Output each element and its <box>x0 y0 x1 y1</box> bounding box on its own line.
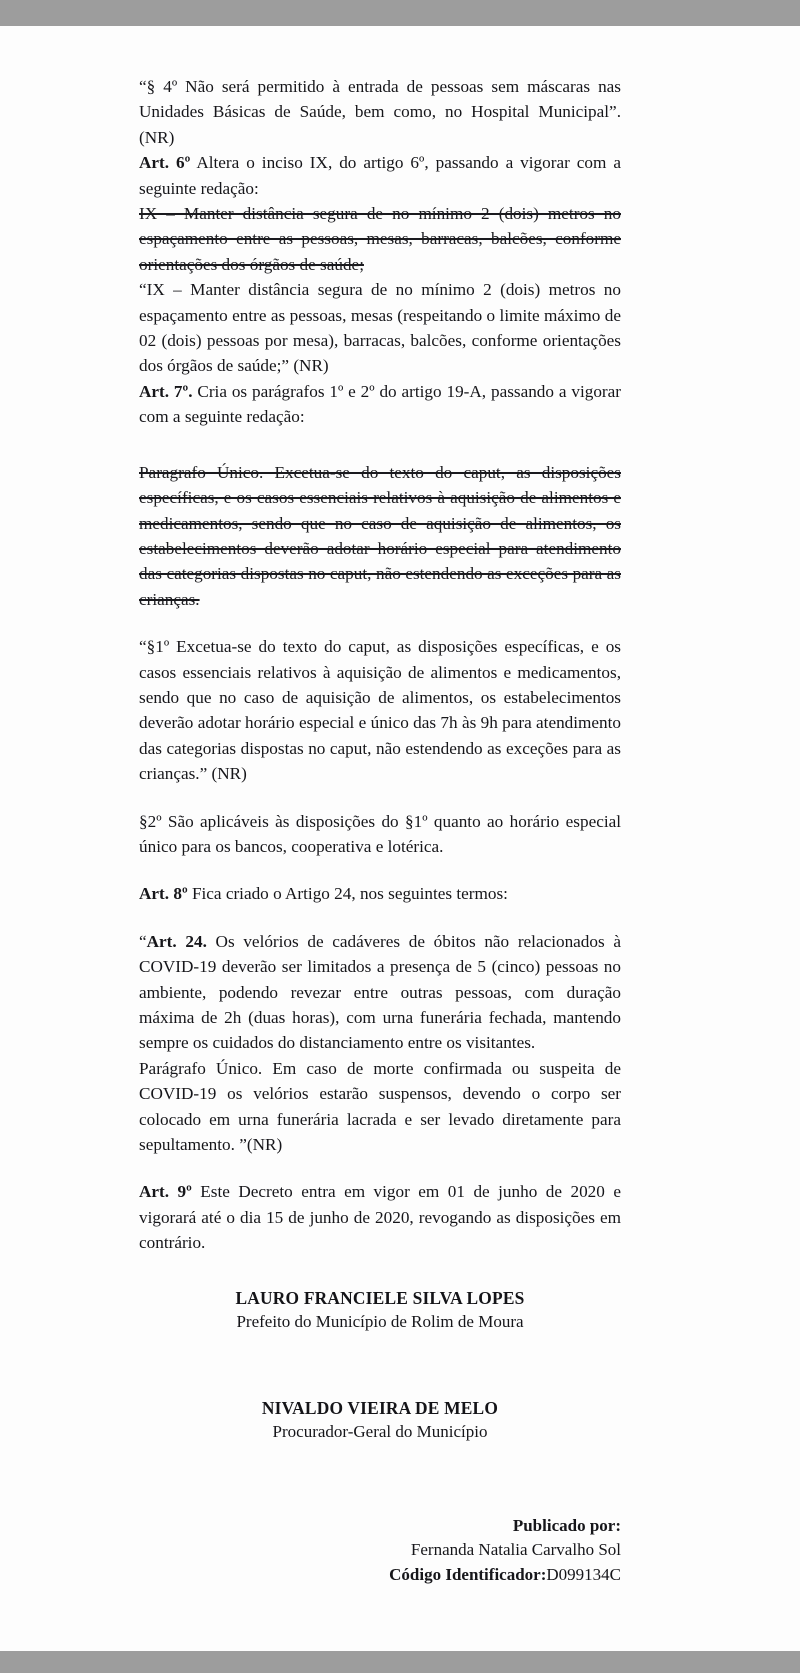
identifier-label: Código Identificador: <box>389 1564 547 1584</box>
published-by-label: Publicado por: <box>512 1515 621 1535</box>
article-24-paragrafo-unico: Parágrafo Único. Em caso de morte confirmada ou suspeita de COVID-19 os velórios estarão suspensos, devendo o corpo ser colocado em urna funerária lacrada e ser levado diretamente para sepultamento. ”(NR) <box>139 1058 621 1155</box>
article-6-label: Art. 6º <box>139 153 191 173</box>
signature-name-prefeito: LAURO FRANCIELE SILVA LOPES <box>235 1287 525 1308</box>
signature-role-procurador: Procurador-Geral do Município <box>272 1421 488 1441</box>
article-7-text: Cria os parágrafos 1º e 2º do artigo 19-A, passando a vigorar com a seguinte redação: <box>139 381 621 427</box>
article-8-label: Art. 8º <box>139 884 188 904</box>
article-6-new-inciso-ix: “IX – Manter distância segura de no mínimo 2 (dois) metros no espaçamento entre as pessoas, mesas (respeitando o limite máximo de 02 (dois) pessoas por mesa), barracas, balcões, conforme orientações dos órgãos de saúde;” (NR) <box>139 280 621 376</box>
article-7-struck-paragrafo-unico: Paragrafo Único. Excetua-se do texto do caput, as disposições específicas, e os casos essenciais relativos à aquisição de alimentos e medicamentos, sendo que no caso de aquisição de alimentos, os estabelecimentos deverão adotar horário especial para atendimento das categorias dispostas no caput, não estendendo as exceções para as crianças. <box>139 462 621 609</box>
page-top-shadow-band <box>0 0 800 26</box>
article-9-heading <box>139 1179 621 1255</box>
article-6-text: Altera o inciso IX, do artigo 6º, passando a vigorar com a seguinte redação: <box>139 153 621 198</box>
page-bottom-shadow-band <box>0 1651 800 1673</box>
spacer <box>139 1444 621 1484</box>
signature-name-procurador: NIVALDO VIEIRA DE MELO <box>261 1397 499 1418</box>
spacer <box>139 1334 621 1374</box>
article-24-open-quote: “ <box>139 931 147 951</box>
signature-role-prefeito: Prefeito do Município de Rolim de Moura <box>236 1311 524 1331</box>
spacer <box>139 787 621 809</box>
article-8-text: Fica criado o Artigo 24, nos seguintes termos: <box>187 884 508 904</box>
article-9-text: Este Decreto entra em vigor em 01 de junho de 2020 e vigorará até o dia 15 de junho de 2020, revogando as disposições em contrário. <box>139 1182 621 1253</box>
paragraph-2-new: §2º São aplicáveis às disposições do §1º quanto ao horário especial único para os bancos, cooperativa e lotérica. <box>139 811 621 856</box>
article-9-label: Art. 9º <box>139 1182 192 1202</box>
identifier-line <box>139 1563 621 1588</box>
spacer <box>139 430 621 460</box>
article-24-body <box>139 929 621 1056</box>
spacer <box>139 1484 621 1514</box>
publisher-name: Fernanda Natalia Carvalho Sol <box>410 1540 621 1560</box>
document-sheet <box>0 26 800 1651</box>
spacer <box>139 859 621 881</box>
spacer <box>139 1374 621 1396</box>
article-24-label: Art. 24. <box>146 931 207 951</box>
article-6-heading <box>139 150 621 201</box>
article-6-struck-inciso-ix: IX – Manter distância segura de no mínimo 2 (dois) metros no espaçamento entre as pessoas, mesas, barracas, balcões, conforme orientações dos órgãos de saúde; <box>139 204 621 274</box>
article-7-label: Art. 7º. <box>139 381 193 401</box>
article-7-heading <box>139 379 621 430</box>
document-text-column <box>139 74 621 1587</box>
identifier-value: D099134C <box>546 1564 621 1584</box>
paragraph-1-new: “§1º Excetua-se do texto do caput, as disposições específicas, e os casos essenciais relativos à aquisição de alimentos e medicamentos, sendo que no caso de aquisição de alimentos, os estabelecimentos deverão adotar horário especial e único das 7h às 9h para atendimento das categorias dispostas no caput, não estendendo as exceções para as crianças.” (NR) <box>139 637 621 784</box>
spacer <box>139 1256 621 1286</box>
spacer <box>139 907 621 929</box>
article-8-heading <box>139 881 621 906</box>
article-24-text: Os velórios de cadáveres de óbitos não relacionados à COVID-19 deverão ser limitados a presença de 5 (cinco) pessoas no ambiente, podendo revezar entre outras pessoas, com duração máxima de 2h (duas horas), com urna funerária fechada, mantendo sempre os cuidados do distanciamento entre os visitantes. <box>139 931 621 1053</box>
publication-block <box>139 1514 621 1588</box>
paragraph-4-mascaras: “§ 4º Não será permitido à entrada de pessoas sem máscaras nas Unidades Básicas de Saúde, bem como, no Hospital Municipal”. (NR) <box>139 77 621 147</box>
spacer <box>139 612 621 634</box>
spacer <box>139 1157 621 1179</box>
